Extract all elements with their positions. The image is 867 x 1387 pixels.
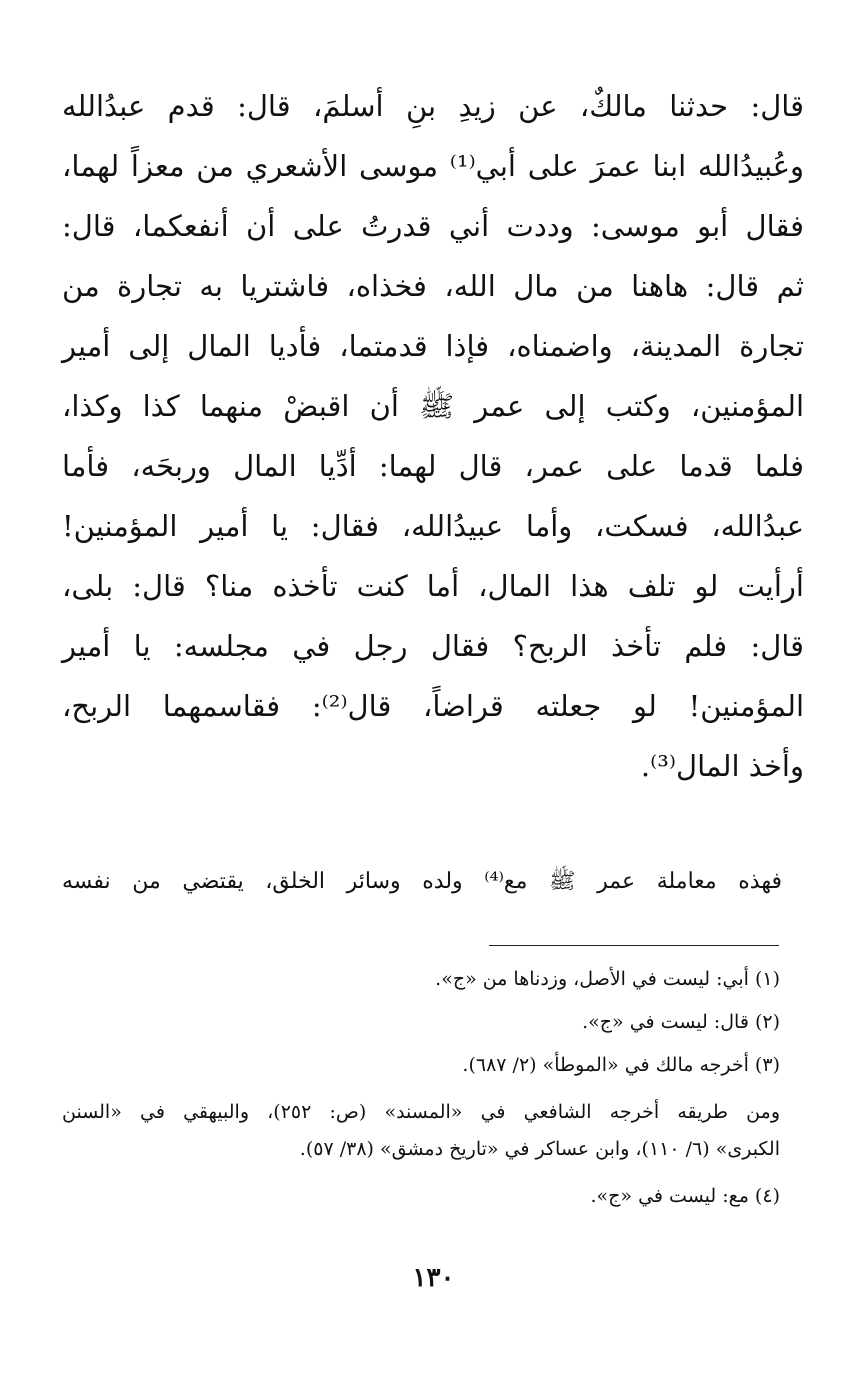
footnote-4: (٤) مع: ليست في «ج». xyxy=(590,1185,780,1207)
main-text-line: قال: حدثنا مالكٌ، عن زيدِ بنِ أسلمَ، قال: قدم عبدُالله xyxy=(62,89,804,123)
main-text-line: ثم قال: هاهنا من مال الله، فخذاه، فاشتريا به تجارة من xyxy=(62,269,804,303)
main-text-line: فلما قدما على عمر، قال لهما: أدِّيا المال وربحَه، فأما xyxy=(62,449,804,483)
main-text-line: وعُبيدُالله ابنا عمرَ على أبي⁽¹⁾ موسى الأشعري من معزاً لهما، xyxy=(62,149,805,183)
footnote-2: (٢) قال: ليست في «ج». xyxy=(582,1011,780,1033)
main-text-line: وأخذ المال⁽³⁾. xyxy=(640,749,804,783)
main-text-line: فقال أبو موسى: وددت أني قدرتُ على أن أنفعكما، قال: xyxy=(62,209,804,243)
main-text-line: أرأيت لو تلف هذا المال، أما كنت تأخذه منا؟ قال: بلى، xyxy=(62,569,804,603)
footnote-separator xyxy=(489,945,779,946)
main-text-line: المؤمنين، وكتب إلى عمر ﷺ أن اقبضْ منهما كذا وكذا، xyxy=(62,389,804,423)
main-text-line: عبدُالله، فسكت، وأما عبيدُالله، فقال: يا أمير المؤمنين! xyxy=(62,509,804,543)
footnote-3: (٣) أخرجه مالك في «الموطأ» (٢/ ٦٨٧). xyxy=(462,1054,780,1076)
footnote-1: (١) أبي: ليست في الأصل، وزدناها من «ج». xyxy=(435,968,780,990)
footnote-3-continuation-line: ومن طريقه أخرجه الشافعي في «المسند» (ص: ٢٥٢)، والبيهقي في «السنن xyxy=(62,1101,780,1123)
main-text-line: المؤمنين! لو جعلته قراضاً، قال⁽²⁾: فقاسمهما الربح، xyxy=(62,689,805,723)
intro-paragraph: فهذه معاملة عمر ﷺ مع⁽⁴⁾ ولده وسائر الخلق، يقتضي من نفسه xyxy=(62,869,783,894)
main-text-line: قال: فلم تأخذ الربح؟ فقال رجل في مجلسه: يا أمير xyxy=(62,629,804,663)
main-text-block xyxy=(62,88,804,808)
footnote-3-continuation xyxy=(62,1094,780,1168)
main-text-line: تجارة المدينة، واضمناه، فإذا قدمتما، فأديا المال إلى أمير xyxy=(62,329,804,363)
footnote-3-continuation-line: الكبرى» (٦/ ١١٠)، وابن عساكر في «تاريخ دمشق» (٣٨/ ٥٧). xyxy=(299,1138,780,1160)
page-number: ١٣٠ xyxy=(412,1263,455,1293)
footnotes-block xyxy=(62,965,780,1225)
